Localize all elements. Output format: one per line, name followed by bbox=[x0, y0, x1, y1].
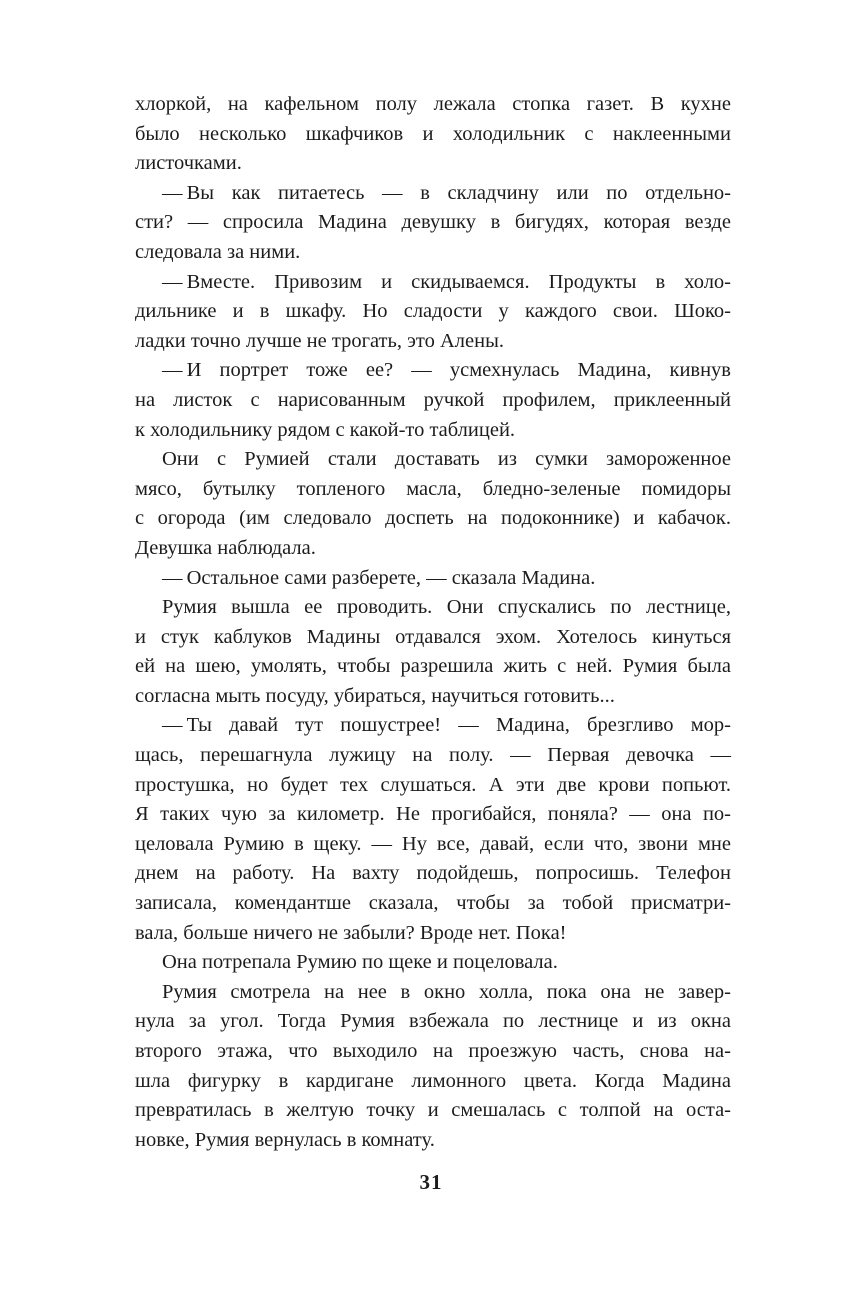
text-line: шла фигурку в кардигане лимонного цвета. Когда Мадина bbox=[135, 1069, 731, 1092]
text-line: мясо, бутылку топленого масла, бледно-зеленые помидоры bbox=[135, 477, 731, 500]
text-line: записала, комендантше сказала, чтобы за тобой присматри- bbox=[135, 892, 731, 915]
text-line: ладки точно лучше не трогать, это Алены. bbox=[135, 329, 504, 352]
paragraph bbox=[135, 564, 731, 594]
text-line: сти? — спросила Мадина девушку в бигудях, которая везде bbox=[135, 211, 731, 234]
text-line: превратилась в желтую точку и смешалась с толпой на оста- bbox=[135, 1099, 731, 1122]
paragraph bbox=[135, 90, 731, 179]
paragraph bbox=[135, 978, 731, 1156]
paragraph bbox=[135, 711, 731, 948]
text-line: новке, Румия вернулась в комнату. bbox=[135, 1128, 435, 1151]
text-line: к холодильнику рядом с какой-то таблицей. bbox=[135, 418, 516, 441]
text-line: простушка, но будет тех слушаться. А эти две крови попьют. bbox=[135, 773, 731, 796]
text-line: на листок с нарисованным ручкой профилем, приклеенный bbox=[135, 388, 731, 411]
text-line: вала, больше ничего не забыли? Вроде нет. Пока! bbox=[135, 921, 567, 944]
text-line: днем на работу. На вахту подойдешь, попросишь. Телефон bbox=[135, 862, 731, 885]
text-line: было несколько шкафчиков и холодильник с наклеенными bbox=[135, 122, 731, 145]
paragraph bbox=[135, 445, 731, 563]
text-line: согласна мыть посуду, убираться, научиться готовить... bbox=[135, 684, 615, 707]
paragraph bbox=[135, 268, 731, 357]
text-line: и стук каблуков Мадины отдавался эхом. Хотелось кинуться bbox=[135, 625, 731, 648]
text-line: Они с Румией стали доставать из сумки замороженное bbox=[162, 448, 731, 471]
text-line: — Вместе. Привозим и скидываемся. Продукты в холо- bbox=[162, 270, 731, 293]
paragraph bbox=[135, 948, 731, 978]
text-line: целовала Румию в щеку. — Ну все, давай, если что, звони мне bbox=[135, 832, 731, 855]
page-number: 31 bbox=[419, 1170, 443, 1194]
text-block bbox=[135, 90, 731, 1155]
text-line: хлоркой, на кафельном полу лежала стопка газет. В кухне bbox=[135, 93, 731, 115]
text-line: Румия смотрела на нее в окно холла, пока она не завер- bbox=[162, 980, 731, 1003]
text-line: следовала за ними. bbox=[135, 240, 301, 263]
text-line: листочками. bbox=[135, 152, 242, 175]
text-line: Она потрепала Румию по щеке и поцеловала. bbox=[162, 951, 558, 974]
text-line: ей на шею, умолять, чтобы разрешила жить с ней. Румия была bbox=[135, 655, 731, 678]
paragraph bbox=[135, 593, 731, 711]
text-line: — Ты давай тут пошустрее! — Мадина, брезгливо мор- bbox=[162, 714, 731, 737]
text-line: Румия вышла ее проводить. Они спускались по лестнице, bbox=[162, 596, 731, 619]
text-line: — Вы как питаетесь — в складчину или по отдельно- bbox=[162, 181, 731, 204]
text-line: щась, перешагнула лужицу на полу. — Первая девочка — bbox=[135, 744, 731, 767]
text-line: дильнике и в шкафу. Но сладости у каждого свои. Шоко- bbox=[135, 300, 731, 323]
text-line: — Остальное сами разберете, — сказала Мадина. bbox=[162, 566, 596, 589]
paragraph bbox=[135, 356, 731, 445]
text-line: нула за угол. Тогда Румия взбежала по лестнице и из окна bbox=[135, 1010, 731, 1033]
paragraph bbox=[135, 179, 731, 268]
text-line: второго этажа, что выходило на проезжую часть, снова на- bbox=[135, 1040, 731, 1062]
text-line: Девушка наблюдала. bbox=[135, 536, 316, 559]
text-line: Я таких чую за километр. Не прогибайся, поняла? — она по- bbox=[135, 803, 731, 826]
text-line: — И портрет тоже ее? — усмехнулась Мадина, кивнув bbox=[162, 359, 731, 382]
text-line: с огорода (им следовало доспеть на подоконнике) и кабачок. bbox=[135, 507, 731, 530]
